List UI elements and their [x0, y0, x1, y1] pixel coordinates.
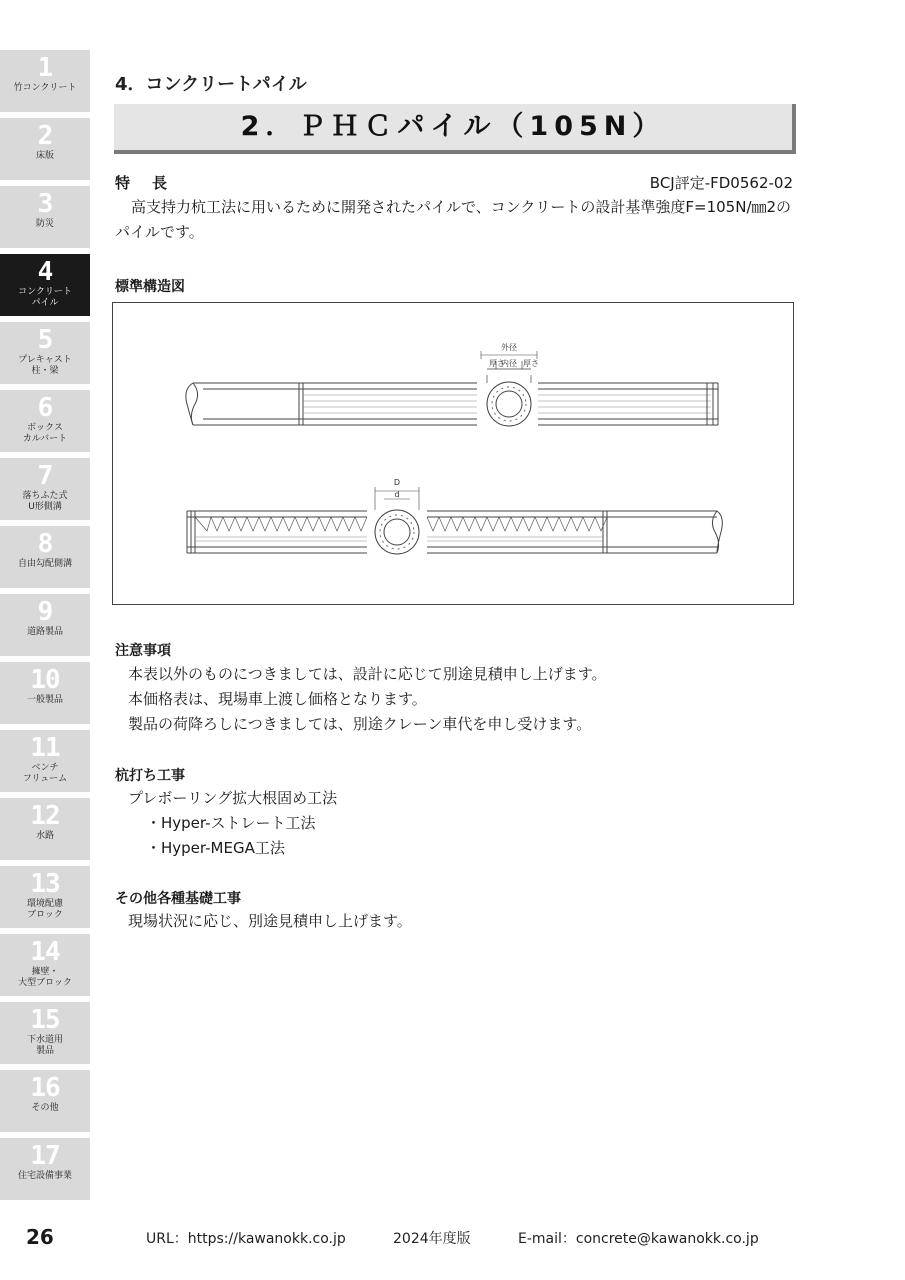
tab-number: 15: [30, 1005, 60, 1035]
tab-chapter-14[interactable]: [0, 934, 90, 996]
tab-chapter-10[interactable]: [0, 662, 90, 724]
tab-number: 7: [37, 461, 53, 491]
note-item: 製品の荷降ろしにつきましては、別途クレーン車代を申し受けます。: [128, 715, 592, 733]
tab-number: 13: [30, 869, 60, 899]
note-item: 本価格表は、現場車上渡し価格となります。: [128, 690, 427, 708]
other-text: 現場状況に応じ、別途見積申し上げます。: [128, 912, 412, 930]
tab-label: 道路製品: [26, 627, 63, 637]
diagram-heading: 標準構造図: [115, 279, 185, 295]
tab-label: 一般製品: [26, 695, 63, 705]
tab-label: コンクリート パイル: [18, 287, 72, 308]
notes-list: [128, 662, 607, 737]
tab-chapter-7[interactable]: [0, 458, 90, 520]
diameter-d-label: d: [394, 490, 400, 499]
tab-label: 落ちふた式 U形側溝: [22, 491, 68, 512]
footer-url[interactable]: URL：https://kawanokk.co.jp: [146, 1231, 346, 1247]
page-number: 26: [26, 1225, 54, 1249]
tab-chapter-11[interactable]: [0, 730, 90, 792]
tab-number: 6: [37, 393, 53, 423]
tab-number: 10: [30, 665, 60, 695]
thickness-label-right: 厚さ: [523, 359, 539, 368]
section-title: 4．コンクリートパイル: [115, 74, 307, 95]
tab-number: 9: [37, 597, 53, 627]
footer-email[interactable]: E-mail：concrete@kawanokk.co.jp: [518, 1231, 759, 1247]
tab-label: ベンチ フリューム: [22, 763, 68, 784]
thickness-label-left: 厚さ: [489, 359, 505, 368]
tab-label: 自由勾配側溝: [17, 559, 72, 569]
tab-label: 防災: [35, 219, 54, 229]
tab-chapter-15[interactable]: [0, 1002, 90, 1064]
tab-chapter-3[interactable]: [0, 186, 90, 248]
tab-label: 下水道用 製品: [26, 1035, 63, 1056]
tab-chapter-8[interactable]: [0, 526, 90, 588]
tab-number: 4: [37, 257, 53, 287]
tab-number: 11: [30, 733, 60, 763]
tab-number: 12: [30, 801, 60, 831]
footer-edition: 2024年度版: [393, 1231, 471, 1247]
tab-chapter-2[interactable]: [0, 118, 90, 180]
inner-diameter-label: 内径: [501, 359, 517, 368]
tab-chapter-9[interactable]: [0, 594, 90, 656]
upper-pile-drawing: [186, 351, 718, 426]
tab-chapter-5[interactable]: [0, 322, 90, 384]
tab-number: 2: [37, 121, 53, 151]
tab-label: 竹コンクリート: [13, 83, 77, 93]
tab-number: 3: [37, 189, 53, 219]
tab-chapter-12[interactable]: [0, 798, 90, 860]
tab-chapter-1[interactable]: [0, 50, 90, 112]
pile-method: プレボーリング拡大根固め工法: [128, 789, 338, 807]
certification-code: BCJ評定-FD0562-02: [649, 174, 793, 192]
tab-number: 8: [37, 529, 53, 559]
outer-diameter-label: 外径: [501, 343, 517, 352]
pile-sub-method: ・Hyper-MEGA工法: [146, 839, 285, 857]
lower-pile-drawing: [187, 487, 722, 554]
tab-chapter-17[interactable]: [0, 1138, 90, 1200]
page-title-banner: [114, 104, 796, 154]
tab-chapter-6[interactable]: [0, 390, 90, 452]
features-description: 高支持力杭工法に用いるために開発されたパイルで、コンクリートの設計基準強度F=105N/㎜2のパイルです。: [115, 198, 792, 241]
notes-heading: 注意事項: [115, 643, 171, 659]
pile-work-list: [128, 786, 337, 861]
tab-number: 5: [37, 325, 53, 355]
features-heading: 特長: [115, 174, 190, 192]
tab-chapter-13[interactable]: [0, 866, 90, 928]
pile-work-heading: 杭打ち工事: [115, 768, 185, 784]
tab-chapter-16[interactable]: [0, 1070, 90, 1132]
tab-number: 16: [30, 1073, 60, 1103]
tab-label: その他: [31, 1103, 59, 1113]
diameter-D-label: D: [393, 478, 401, 487]
page-title: 2．ＰＨＣパイル（105N）: [240, 111, 666, 142]
other-heading: その他各種基礎工事: [115, 891, 241, 907]
tab-label: 擁壁・ 大型ブロック: [18, 967, 72, 988]
tab-label: プレキャスト 柱・梁: [18, 355, 72, 376]
tab-label: ボックス カルバート: [22, 423, 68, 444]
tab-number: 17: [30, 1141, 60, 1171]
tab-number: 14: [30, 937, 60, 967]
pile-sub-method: ・Hyper-ストレート工法: [146, 814, 316, 832]
tab-number: 1: [37, 53, 53, 83]
pile-drawing: [113, 303, 793, 604]
structure-diagram: [112, 302, 794, 605]
tab-chapter-4[interactable]: [0, 254, 90, 316]
tab-label: 床版: [35, 151, 54, 161]
note-item: 本表以外のものにつきましては、設計に応じて別途見積申し上げます。: [128, 665, 607, 683]
tab-label: 環境配慮 ブロック: [26, 899, 63, 920]
tab-label: 水路: [35, 831, 54, 841]
tab-label: 住宅設備事業: [17, 1171, 72, 1181]
